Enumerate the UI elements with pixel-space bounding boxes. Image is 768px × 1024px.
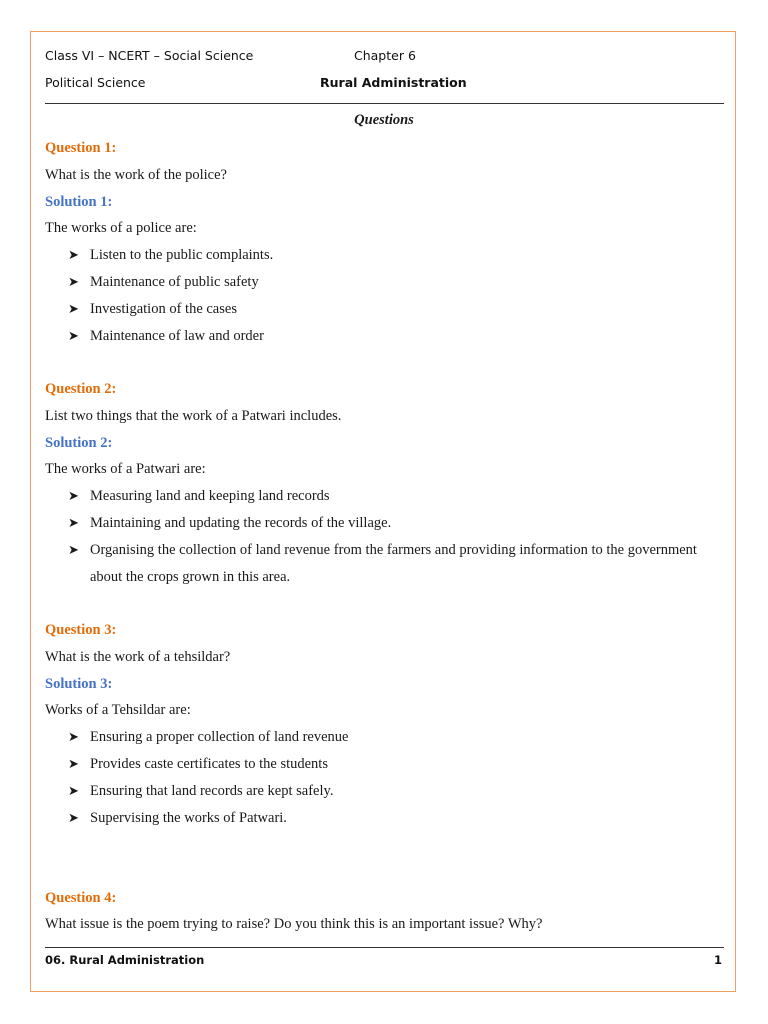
list-item: Listen to the public complaints. <box>90 247 274 263</box>
question-1-text: What is the work of the police? <box>45 167 227 183</box>
bullet-icon: ➤ <box>68 328 79 343</box>
question-4-text: What issue is the poem trying to raise? Do you think this is an important issue? Why? <box>45 916 543 932</box>
header-chapter: Chapter 6 <box>354 48 416 63</box>
section-title: Questions <box>354 112 414 128</box>
question-3-text: What is the work of a tehsildar? <box>45 649 231 665</box>
bullet-icon: ➤ <box>68 729 79 744</box>
list-item: Maintaining and updating the records of the village. <box>90 515 392 531</box>
bullet-icon: ➤ <box>68 488 79 503</box>
solution-3-intro: Works of a Tehsildar are: <box>45 702 191 718</box>
bullet-icon: ➤ <box>68 247 79 262</box>
list-item: Provides caste certificates to the students <box>90 756 328 772</box>
solution-1-intro: The works of a police are: <box>45 220 197 236</box>
list-item: Ensuring that land records are kept safely. <box>90 783 334 799</box>
bullet-icon: ➤ <box>68 274 79 289</box>
bullet-icon: ➤ <box>68 542 79 557</box>
bullet-icon: ➤ <box>68 810 79 825</box>
list-item: Supervising the works of Patwari. <box>90 810 287 826</box>
header-rule <box>45 103 724 104</box>
solution-2-intro: The works of a Patwari are: <box>45 461 206 477</box>
list-item: Investigation of the cases <box>90 301 237 317</box>
header-class-line: Class VI – NCERT – Social Science <box>45 48 254 63</box>
list-item: Organising the collection of land revenue from the farmers and providing information to the government <box>90 542 697 558</box>
question-1-label: Question 1: <box>45 140 117 156</box>
list-item: Ensuring a proper collection of land revenue <box>90 729 349 745</box>
question-3-label: Question 3: <box>45 622 117 638</box>
list-item: Maintenance of law and order <box>90 328 264 344</box>
list-item: Measuring land and keeping land records <box>90 488 330 504</box>
footer-rule <box>45 947 724 948</box>
bullet-icon: ➤ <box>68 756 79 771</box>
header-subject: Political Science <box>45 75 146 90</box>
solution-3-label: Solution 3: <box>45 676 113 692</box>
question-4-label: Question 4: <box>45 890 117 906</box>
bullet-icon: ➤ <box>68 515 79 530</box>
bullet-icon: ➤ <box>68 783 79 798</box>
solution-2-label: Solution 2: <box>45 435 113 451</box>
page-number: 1 <box>714 953 723 967</box>
list-item-continuation: about the crops grown in this area. <box>90 569 291 585</box>
list-item: Maintenance of public safety <box>90 274 259 290</box>
footer-chapter: 06. Rural Administration <box>45 953 205 967</box>
question-2-text: List two things that the work of a Patwari includes. <box>45 408 342 424</box>
bullet-icon: ➤ <box>68 301 79 316</box>
header-chapter-title: Rural Administration <box>320 75 467 90</box>
solution-1-label: Solution 1: <box>45 194 113 210</box>
question-2-label: Question 2: <box>45 381 117 397</box>
